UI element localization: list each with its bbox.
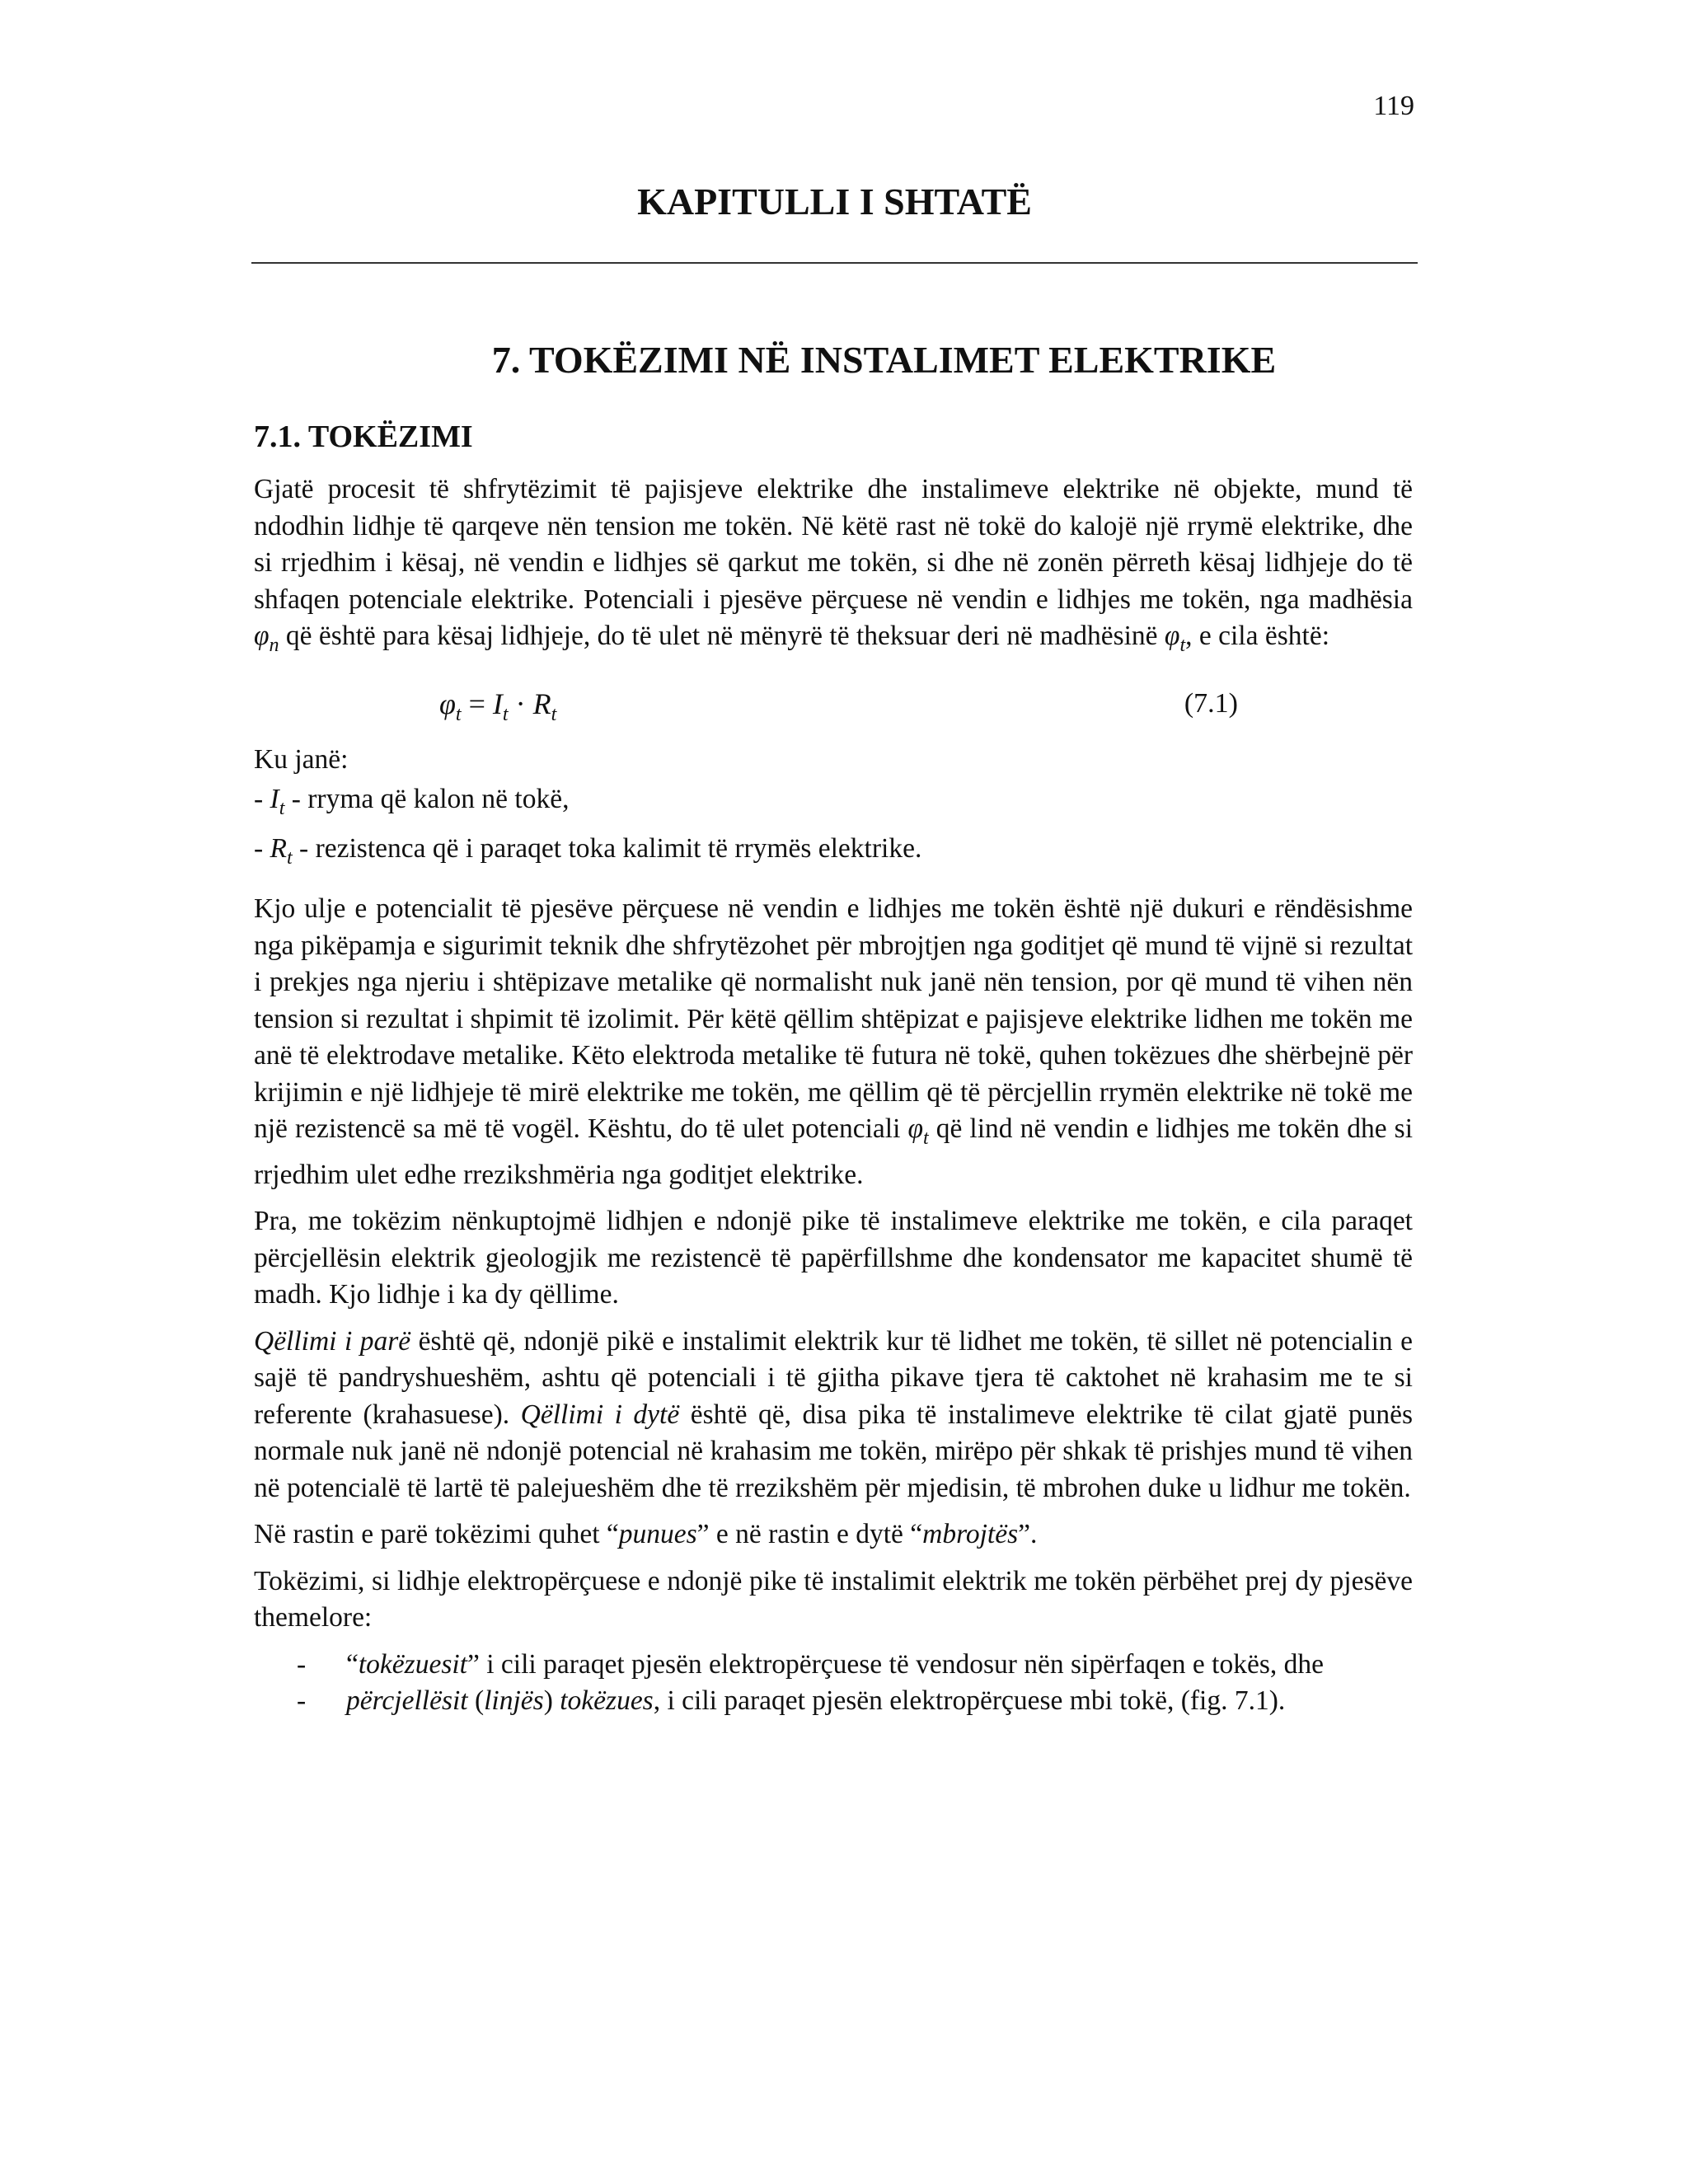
page-number: 119 [1373,91,1414,121]
equation-expression: $\varphi_t = I_t \cdot R_t$ [439,687,557,725]
definitions-intro: Ku janë: [254,743,349,775]
chapter-divider [251,262,1418,264]
phi-symbol: φ [1164,621,1180,651]
definition-item: - $R_t$ - rezistenca që i paraqet toka kalimit të rrymës elektrike. [254,832,922,869]
list-item: - përcjellësit (linjës) tokëzues, i cili paraqet pjesën elektropërçuese mbi tokë, (fig. 7.1). [297,1685,1286,1716]
paragraph-definition: Pra, me tokëzim nënkuptojmë lidhjen e ndonjë pike të instalimeve elektrike me tokën, e cila paraqet përcjellësin elektrik gjeologjik me rezistencë të papërfillshme dhe kondensator me kapacitet shumë të madh. Kjo lidhje i ka dy qëllime. [254,1206,1413,1310]
chapter-heading: KAPITULLI I SHTATË [637,180,1032,223]
paragraph-components: Tokëzimi, si lidhje elektropërçuese e ndonjë pike të instalimit elektrik me tokën përbëhet prej dy pjesëve themelore: [254,1565,1413,1633]
section-heading: 7.1. TOKËZIMI [254,419,473,454]
phi-symbol: φ [907,1113,924,1144]
equation-number: (7.1) [1184,687,1238,719]
paragraph-purposes: Qëllimi i parë është që, ndonjë pikë e instalimit elektrik kur të lidhet me tokën, të sillet në potencialin e sajë të pandryshueshëm, ashtu që potenciali i të gjitha pikave tjera të caktohet në krahasim me te si referente (krahasuese). Qëllimi i dytë është që, disa pika të instalimeve elektrike të cilat gjatë punës normale nuk janë në ndonjë potencial në krahasim me tokën, mirëpo për shkak të prishjes mund të vihen në potencialë të lartë të palejueshëm dhe të rrezikshëm për mjedisin, të mbrohen duke u lidhur me tokën. [254,1325,1413,1503]
list-item: - “tokëzuesit” i cili paraqet pjesën elektropërçuese të vendosur nën sipërfaqen e tokës, dhe [297,1648,1324,1680]
paragraph-types: Në rastin e parë tokëzimi quhet “punues” e në rastin e dytë “mbrojtës”. [254,1519,1038,1549]
phi-symbol: φ [254,621,270,651]
body-text [254,471,1413,1720]
paragraph-intro: Gjatë procesit të shfrytëzimit të pajisjeve elektrike dhe instalimeve elektrike në objekte, mund të ndodhin lidhje të qarqeve nën tension me tokën. Në këtë rast në tokë do kalojë një rrymë elektrike, dhe si rrjedhim i kësaj, në vendin e lidhjes së qarkut me tokën, si dhe në zonën përreth kësaj lidhjeje do të shfaqen potenciale elektrike. Potenciali i pjesëve përçuese në vendin e lidhjes me tokën, nga madhësia $\varphi_n$ që është para kësaj lidhjeje, do të ulet në mënyrë të theksuar deri në madhësinë $\varphi_t$, e cila është: [254,474,1413,656]
components-list [254,1647,1413,1720]
paragraph-potential: Kjo ulje e potencialit të pjesëve përçuese në vendin e lidhjes me tokën është një dukuri e rëndësishme nga pikëpamja e sigurimit teknik dhe shfrytëzohet për mbrojtjen nga goditjet që mund të vijnë si rezultat i prekjes nga njeriu i shtëpizave metalike që normalisht nuk janë nën tension, por që mund të vihen nën tension si rezultat i shpimit të izolimit. Për këtë qëllim shtëpizat e pajisjeve elektrike lidhen me tokën me anë të elektrodave metalike. Këto elektroda metalike të futura në tokë, quhen tokëzues dhe shërbejnë për krijimin e një lidhjeje të mirë elektrike me tokën, me qëllim që të përcjellin rrymën elektrike në tokë me një rezistencë sa më të vogël. Kështu, do të ulet potenciali $\varphi_t$ që lind në vendin e lidhjes me tokën dhe si rrjedhim ulet edhe rrezikshmëria nga goditjet elektrike. [254,893,1414,1190]
equation [254,674,1413,737]
chapter-title: 7. TOKËZIMI NË INSTALIMET ELEKTRIKE [491,339,1277,381]
definition-item: - $I_t$ - rryma që kalon në tokë, [254,784,570,819]
